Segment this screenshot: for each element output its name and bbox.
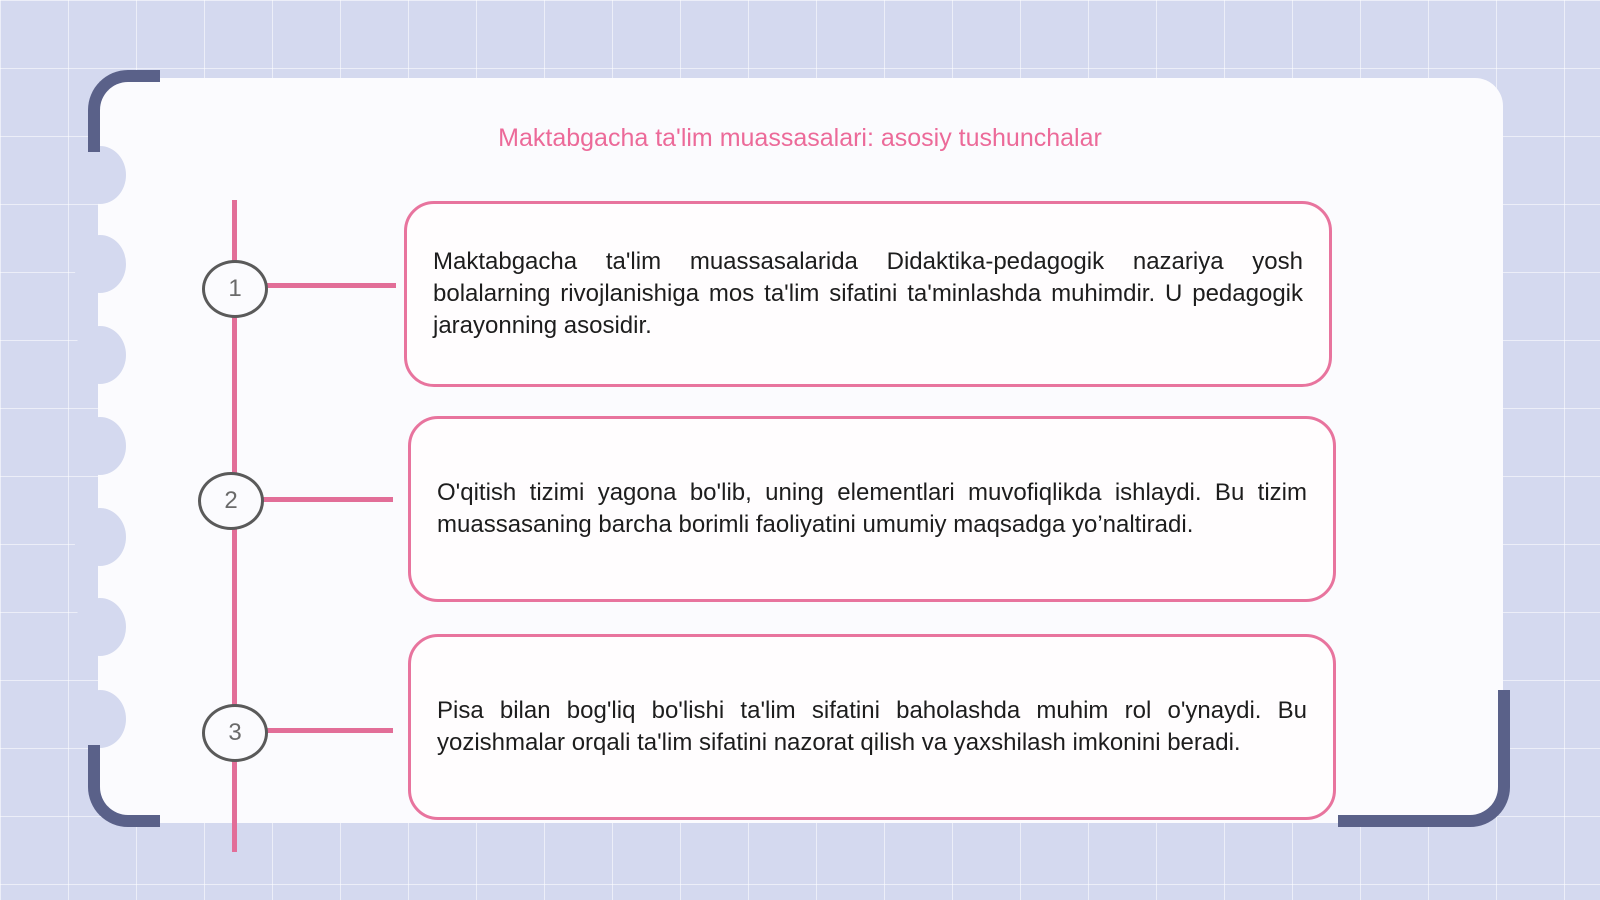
scallop-decoration — [74, 326, 126, 384]
step-number-badge: 3 — [202, 704, 268, 762]
step-text: Maktabgacha ta'lim muassasalarida Didaktika-pedagogik nazariya yosh bolalarning rivojlanishiga mos ta'lim sifatini ta'minlashda muhimdir. U pedagogik jarayonning asosidir. — [433, 248, 1303, 339]
scallop-decoration — [74, 417, 126, 475]
timeline-connector — [265, 728, 393, 733]
frame-corner-top-left — [88, 70, 160, 152]
timeline-connector — [262, 497, 393, 502]
frame-corner-bottom-left — [88, 745, 160, 827]
step-text-box — [404, 201, 1332, 387]
timeline-connector — [266, 283, 396, 288]
frame-corner-bottom-right — [1338, 690, 1510, 827]
slide-title: Maktabgacha ta'lim muassasalari: asosiy tushunchalar — [498, 124, 1102, 152]
scallop-decoration — [74, 690, 126, 748]
scallop-decoration — [74, 508, 126, 566]
step-number-badge: 2 — [198, 472, 264, 530]
scallop-decoration — [74, 598, 126, 656]
step-text: O'qitish tizimi yagona bo'lib, uning elementlari muvofiqlikda ishlaydi. Bu tizim muassasaning barcha borimli faoliyatini umumiy maqsadga yo’naltiradi. — [437, 479, 1307, 538]
step-text-box — [408, 416, 1336, 602]
step-text-box — [408, 634, 1336, 820]
step-number-badge: 1 — [202, 260, 268, 318]
scallop-decoration — [74, 146, 126, 204]
scallop-decoration — [74, 235, 126, 293]
step-text: Pisa bilan bog'liq bo'lishi ta'lim sifatini baholashda muhim rol o'ynaydi. Bu yozishmalar orqali ta'lim sifatini nazorat qilish va yaxshilash imkonini beradi. — [437, 697, 1307, 756]
